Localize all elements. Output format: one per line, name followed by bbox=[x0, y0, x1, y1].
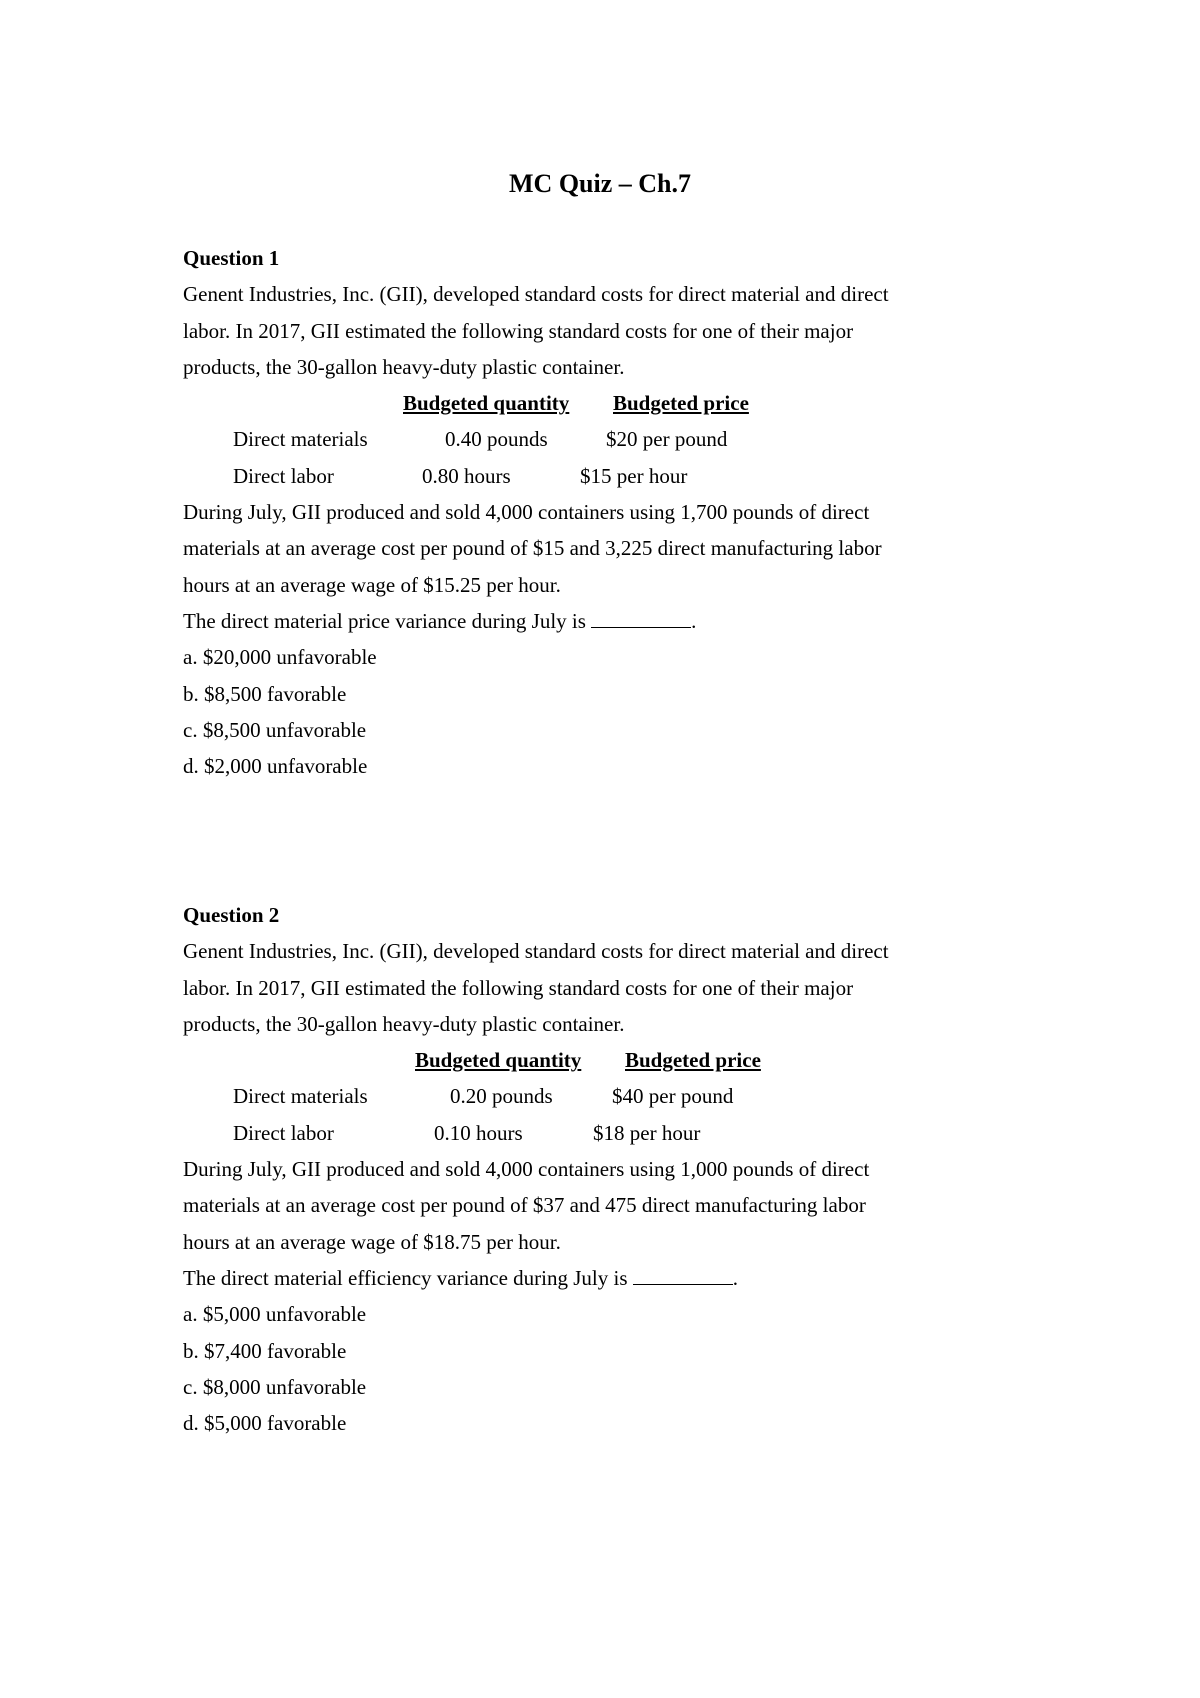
option-c[interactable]: c. $8,000 unfavorable bbox=[183, 1374, 367, 1399]
row-quantity: 0.10 hours bbox=[434, 1120, 523, 1145]
question-heading: Question 2 bbox=[183, 903, 280, 927]
intro-line: Genent Industries, Inc. (GII), developed standard costs for direct material and direct bbox=[183, 939, 889, 964]
option-a[interactable]: a. $5,000 unfavorable bbox=[183, 1302, 367, 1327]
prompt-text: The direct material efficiency variance during July is bbox=[183, 1265, 628, 1290]
facts-line: hours at an average wage of $18.75 per hour. bbox=[183, 1229, 561, 1254]
intro-line: labor. In 2017, GII estimated the following standard costs for one of their major bbox=[183, 318, 854, 343]
intro-line: labor. In 2017, GII estimated the following standard costs for one of their major bbox=[183, 975, 854, 1000]
question-2 bbox=[183, 897, 1023, 1441]
table-header-row bbox=[183, 385, 1023, 421]
option-a[interactable]: a. $20,000 unfavorable bbox=[183, 645, 377, 670]
facts-line: During July, GII produced and sold 4,000 containers using 1,700 pounds of direct bbox=[183, 500, 870, 525]
row-price: $20 per pound bbox=[606, 427, 728, 452]
answer-blank bbox=[633, 1266, 733, 1285]
question-prompt: The direct material efficiency variance during July is . bbox=[183, 1265, 739, 1290]
row-quantity: 0.20 pounds bbox=[450, 1084, 553, 1109]
option-b[interactable]: b. $7,400 favorable bbox=[183, 1338, 347, 1363]
facts-line: During July, GII produced and sold 4,000 containers using 1,000 pounds of direct bbox=[183, 1157, 870, 1182]
row-label: Direct materials bbox=[233, 427, 368, 452]
table-row bbox=[183, 1078, 1023, 1114]
row-quantity: 0.40 pounds bbox=[445, 427, 548, 452]
facts-line: hours at an average wage of $15.25 per hour. bbox=[183, 572, 561, 597]
facts-line: materials at an average cost per pound of $37 and 475 direct manufacturing labor bbox=[183, 1193, 866, 1218]
row-label: Direct labor bbox=[233, 463, 334, 488]
table-row bbox=[183, 421, 1023, 457]
option-d[interactable]: d. $2,000 unfavorable bbox=[183, 754, 368, 779]
intro-line: Genent Industries, Inc. (GII), developed standard costs for direct material and direct bbox=[183, 282, 889, 307]
option-c[interactable]: c. $8,500 unfavorable bbox=[183, 717, 367, 742]
prompt-text: The direct material price variance during July is bbox=[183, 608, 586, 633]
option-d[interactable]: d. $5,000 favorable bbox=[183, 1411, 347, 1436]
question-prompt: The direct material price variance during July is . bbox=[183, 608, 697, 633]
table-row bbox=[183, 1115, 1023, 1151]
intro-line: products, the 30-gallon heavy-duty plastic container. bbox=[183, 354, 625, 379]
answer-blank bbox=[591, 609, 691, 628]
row-price: $15 per hour bbox=[580, 463, 688, 488]
table-row bbox=[183, 458, 1023, 494]
intro-line: products, the 30-gallon heavy-duty plastic container. bbox=[183, 1011, 625, 1036]
question-1 bbox=[183, 240, 1023, 784]
page-title: MC Quiz – Ch.7 bbox=[509, 169, 691, 198]
table-header-row bbox=[183, 1042, 1023, 1078]
row-price: $18 per hour bbox=[593, 1120, 701, 1145]
option-b[interactable]: b. $8,500 favorable bbox=[183, 681, 347, 706]
table-header-quantity: Budgeted quantity bbox=[403, 391, 570, 416]
table-header-price: Budgeted price bbox=[625, 1048, 761, 1073]
row-price: $40 per pound bbox=[612, 1084, 734, 1109]
question-heading: Question 1 bbox=[183, 246, 280, 270]
table-header-quantity: Budgeted quantity bbox=[415, 1048, 582, 1073]
table-header-price: Budgeted price bbox=[613, 391, 749, 416]
row-quantity: 0.80 hours bbox=[422, 463, 511, 488]
row-label: Direct labor bbox=[233, 1120, 334, 1145]
row-label: Direct materials bbox=[233, 1084, 368, 1109]
facts-line: materials at an average cost per pound of $15 and 3,225 direct manufacturing labor bbox=[183, 536, 882, 561]
